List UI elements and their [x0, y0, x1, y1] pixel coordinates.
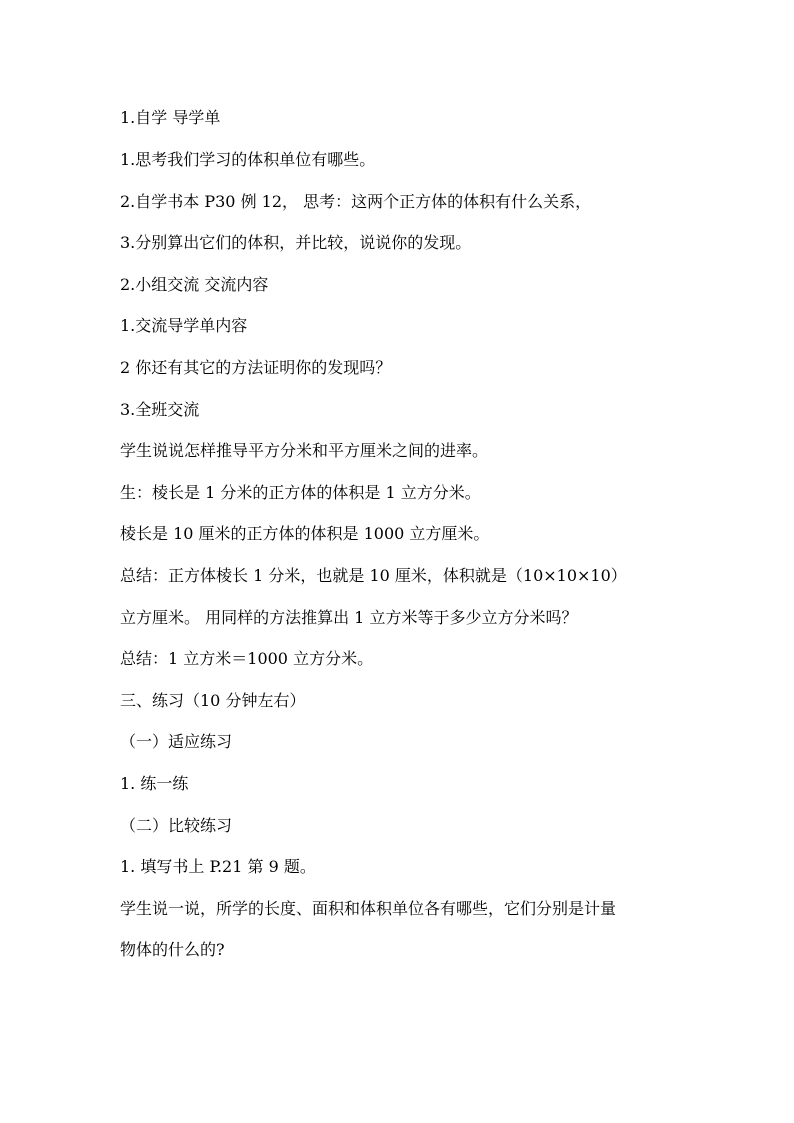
text-line: 物体的什么的?	[120, 940, 225, 959]
text-line: 1.自学 导学单	[120, 108, 221, 127]
text-line: 立方厘米。 用同样的方法推算出 1 立方米等于多少立方分米吗？	[120, 608, 578, 627]
text-line: 总结：1 立方米＝1000 立方分米。	[120, 649, 374, 668]
text-line: 2.自学书本 P30 例 12， 思考：这两个正方体的体积有什么关系，	[120, 192, 592, 211]
text-line: 2.小组交流 交流内容	[120, 275, 269, 294]
text-line: 1. 练一练	[120, 774, 189, 793]
text-line: （二）比较练习	[120, 816, 233, 835]
text-line: 3.分别算出它们的体积，并比较，说说你的发现。	[120, 233, 472, 252]
text-line: 1.思考我们学习的体积单位有哪些。	[120, 150, 376, 169]
text-line: 学生说说怎样推导平方分米和平方厘米之间的进率。	[120, 441, 489, 460]
text-line: 1. 填写书上 P.21 第 9 题。	[120, 857, 316, 876]
text-line: 生：棱长是 1 分米的正方体的体积是 1 立方分米。	[120, 483, 481, 502]
text-line: 学生说一说，所学的长度、面积和体积单位各有哪些，它们分别是计量	[120, 899, 617, 918]
text-line: 棱长是 10 厘米的正方体的体积是 1000 立方厘米。	[120, 524, 490, 543]
text-line: （一）适应练习	[120, 732, 233, 751]
text-line: 总结：正方体棱长 1 分米，也就是 10 厘米，体积就是（10×10×10）	[120, 566, 627, 585]
text-line: 三、练习（10 分钟左右）	[120, 691, 306, 710]
text-line: 3.全班交流	[120, 400, 200, 419]
text-line: 1.交流导学单内容	[120, 316, 248, 335]
text-line: 2 你还有其它的方法证明你的发现吗？	[120, 358, 392, 377]
